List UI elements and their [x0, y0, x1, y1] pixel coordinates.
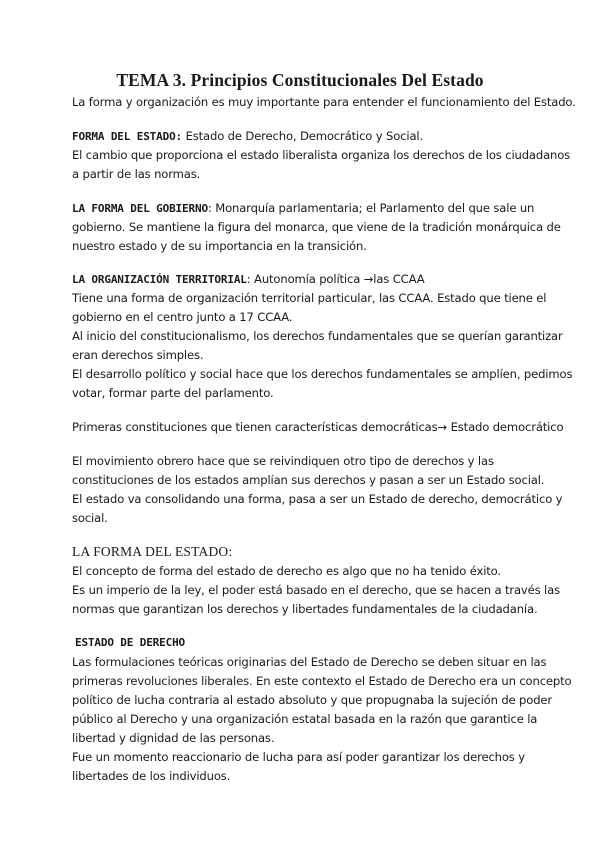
body-line: normas que garantizan los derechos y libertades fundamentales de la ciudadanía. [72, 602, 538, 616]
section-heading: LA FORMA DEL GOBIERNO [72, 202, 208, 215]
section-organizacion-territorial-line-1 [72, 271, 425, 288]
body-line: Las formulaciones teóricas originarias del Estado de Derecho se deben situar en las [72, 655, 547, 669]
section-heading: FORMA DEL ESTADO: [72, 130, 183, 143]
body-line: Es un imperio de la ley, el poder está basado en el derecho, que se hacen a través las [72, 583, 560, 597]
body-line: político de lucha contraria al estado absoluto y que propugnaba la sujeción de poder [72, 693, 553, 707]
body-line: a partir de las normas. [72, 167, 201, 181]
body-line: público al Derecho y una organización estatal basada en la razón que garantice la [72, 712, 538, 726]
section-forma-estado-line-1 [72, 128, 423, 145]
page-title: TEMA 3. Principios Constitucionales Del Estado [116, 70, 484, 90]
body-line: Tiene una forma de organización territorial particular, las CCAA. Estado que tiene el [72, 291, 547, 305]
body-line: Fue un momento reaccionario de lucha para así poder garantizar los derechos y [72, 750, 525, 764]
paragraph-constituciones: Primeras constituciones que tienen características democráticas→ Estado democrático [72, 420, 564, 434]
body-line: votar, formar parte del parlamento. [72, 386, 274, 400]
body-line: eran derechos simples. [72, 348, 204, 362]
body-line: El cambio que proporciona el estado liberalista organiza los derechos de los ciudadanos [72, 148, 571, 162]
body-line: El movimiento obrero hace que se reivindiquen otro tipo de derechos y las [72, 454, 494, 468]
section-heading-estado-derecho: ESTADO DE DERECHO [75, 636, 186, 649]
body-line: El concepto de forma del estado de derecho es algo que no ha tenido éxito. [72, 564, 501, 578]
section-lead: : Monarquía parlamentaria; el Parlamento del que sale un [207, 201, 535, 215]
body-line: El desarrollo político y social hace que los derechos fundamentales se amplíen, pedimos [72, 367, 573, 381]
section-lead: Estado de Derecho, Democrático y Social. [182, 129, 424, 143]
intro-text: La forma y organización es muy importante para entender el funcionamiento del Estado. [72, 95, 576, 109]
body-line: gobierno. Se mantiene la figura del monarca, que viene de la tradición monárquica de [72, 220, 561, 234]
body-line: gobierno en el centro junto a 17 CCAA. [72, 310, 293, 324]
body-line: libertades de los individuos. [72, 769, 231, 783]
section-heading-forma-estado: LA FORMA DEL ESTADO: [72, 544, 233, 559]
body-line: social. [72, 511, 108, 525]
section-lead: : Autonomía política →las CCAA [246, 272, 425, 286]
section-forma-gobierno-line-1 [72, 200, 534, 217]
body-line: libertad y dignidad de las personas. [72, 731, 275, 745]
body-line: primeras revoluciones liberales. En este contexto el Estado de Derecho era un concepto [72, 674, 572, 688]
body-line: nuestro estado y de su importancia en la transición. [72, 239, 367, 253]
body-line: El estado va consolidando una forma, pasa a ser un Estado de derecho, democrático y [72, 492, 563, 506]
body-line: constituciones de los estados amplían sus derechos y pasan a ser un Estado social. [72, 473, 545, 487]
section-heading: LA ORGANIZACIÓN TERRITORIAL [72, 273, 247, 286]
body-line: Al inicio del constitucionalismo, los derechos fundamentales que se querían garantizar [72, 329, 563, 343]
